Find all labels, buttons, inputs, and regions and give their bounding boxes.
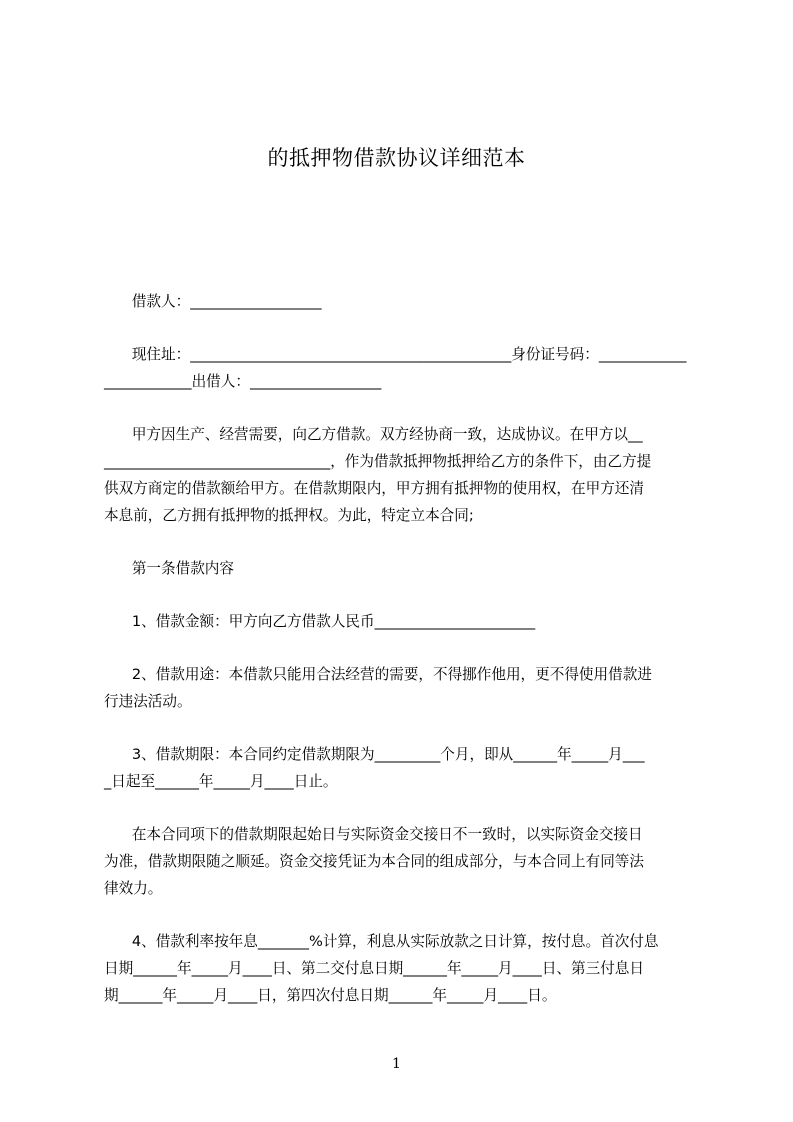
lender-line: ____________出借人：__________________ — [104, 373, 382, 390]
paragraph-line: 在本合同项下的借款期限起始日与实际资金交接日不一致时，以实际资金交接日 — [104, 826, 643, 843]
clause-line: 3、借款期限：本合同约定借款期限为_________个月，即从______年_____月___ — [104, 746, 645, 763]
paragraph-line: 甲方因生产、经营需要，向乙方借款。双方经协商一致，达成协议。在甲方以__ — [104, 426, 643, 443]
clause-line: 4、借款利率按年息_______%计算，利息从实际放款之日计算，按付息。首次付息 — [104, 933, 659, 950]
clause-line: 2、借款用途：本借款只能用合法经营的需要，不得挪作他用，更不得使用借款进 — [104, 666, 652, 683]
clause-line: 行违法活动。 — [104, 693, 192, 710]
paragraph-line: 本息前，乙方拥有抵押物的抵押权。为此，特定立本合同; — [104, 507, 474, 524]
clause-line: 期______年_____月____日，第四次付息日期______年_____月____日。 — [104, 987, 557, 1004]
page-number: 1 — [392, 1056, 401, 1072]
clause-line: 日期______年_____月____日、第二交付息日期______年_____月____日、第三付息日 — [104, 960, 644, 977]
paragraph-line: 供双方商定的借款额给甲方。在借款期限内，甲方拥有抵押物的使用权，在甲方还清 — [104, 480, 644, 497]
paragraph-line: _______________________________，作为借款抵押物抵押给乙方的条件下，由乙方提 — [104, 453, 652, 470]
borrower-line: 借款人：__________________ — [104, 293, 322, 310]
section-heading: 第一条借款内容 — [104, 560, 234, 577]
clause-line: 1、借款金额：甲方向乙方借款人民币______________________ — [104, 613, 536, 630]
address-line: 现住址：____________________________________________身份证号码：____________ — [104, 346, 687, 363]
document-title: 的抵押物借款协议详细范本 — [267, 146, 526, 170]
paragraph-line: 为准，借款期限随之顺延。资金交接凭证为本合同的组成部分，与本合同上有同等法 — [104, 853, 644, 870]
clause-line: _日起至______年_____月____日止。 — [104, 773, 338, 790]
paragraph-line: 律效力。 — [104, 880, 163, 897]
